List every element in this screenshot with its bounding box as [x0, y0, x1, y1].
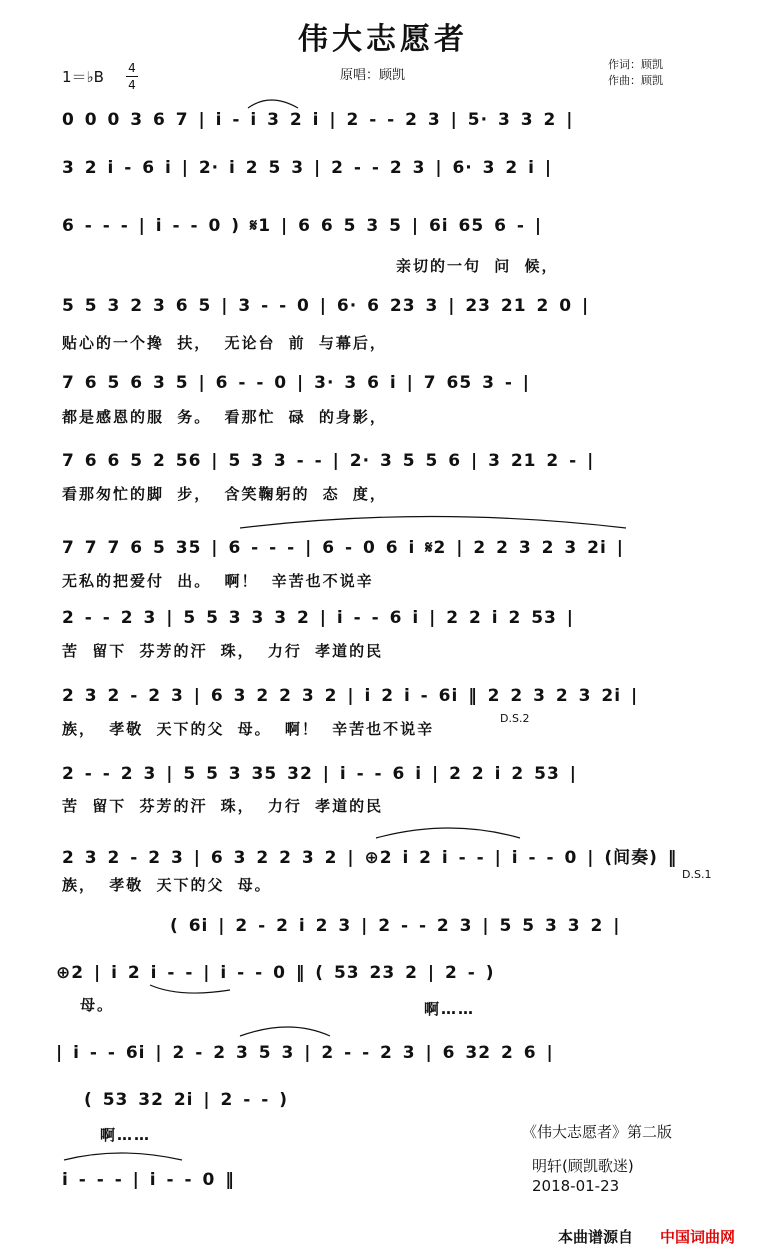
original-singer: 原唱：顾凯 — [340, 68, 406, 83]
tie-arc — [248, 100, 298, 108]
staff-line-15: ( 53 32 2i | 2 - - ) — [84, 1090, 289, 1110]
lyric-line-12: 啊…… — [100, 1126, 152, 1144]
staff-line-9: 2 3 2 - 2 3 | 6 3 2 2 3 2 | i 2 i - 6i ‖ 2 2 3 2 3 2i | — [62, 686, 639, 706]
lyric-line-4: 看那匆忙的脚 步， 含笑鞠躬的 态 度， — [62, 485, 387, 503]
transcribe-date: 2018-01-23 — [532, 1177, 620, 1195]
time-signature — [126, 60, 138, 93]
staff-line-12: ( 6i | 2 - 2 i 2 3 | 2 - - 2 3 | 5 5 3 3 2 | — [170, 916, 621, 936]
edition-note: 《伟大志愿者》第二版 — [522, 1123, 673, 1141]
staff-line-7: 7 7 7 6 5 35 | 6 - - - | 6 - 0 6 i 𝄋2 | 2 2 3 2 3 2i | — [62, 538, 624, 558]
staff-line-3: 6 - - - | i - - 0 ) 𝄋1 | 6 6 5 3 5 | 6i 65 6 - | — [62, 216, 543, 236]
lyricist-credit: 作词：顾凯 — [608, 58, 663, 71]
time-bottom: 4 — [126, 76, 138, 93]
lyric-line-2: 贴心的一个搀 扶， 无论台 前 与幕后， — [62, 334, 387, 352]
page-title: 伟大志愿者 — [298, 22, 468, 57]
staff-line-16: i - - - | i - - 0 ‖ — [62, 1170, 235, 1190]
staff-line-5: 7 6 5 6 3 5 | 6 - - 0 | 3· 3 6 i | 7 65 3 - | — [62, 373, 531, 393]
tie-arc — [240, 517, 626, 529]
tie-arc — [240, 1027, 330, 1036]
lyric-line-8: 苦 留下 芬芳的汗 珠， 力行 孝道的民 — [62, 797, 384, 815]
tie-arc — [376, 828, 520, 838]
staff-line-10: 2 - - 2 3 | 5 5 3 35 32 | i - - 6 i | 2 2 i 2 53 | — [62, 764, 577, 784]
staff-line-6: 7 6 6 5 2 56 | 5 3 3 - - | 2· 3 5 5 6 | 3 21 2 - | — [62, 451, 595, 471]
tie-arc — [64, 1153, 182, 1160]
ds1-mark: D.S.1 — [682, 868, 712, 881]
staff-line-11: 2 3 2 - 2 3 | 6 3 2 2 3 2 | ⊕2 i 2 i - - | i - - 0 | (间奏) ‖ — [62, 848, 678, 868]
staff-line-8: 2 - - 2 3 | 5 5 3 3 3 2 | i - - 6 i | 2 2 i 2 53 | — [62, 608, 575, 628]
transcriber-name: 明轩(顾凯歌迷) — [532, 1157, 634, 1175]
lyric-line-3: 都是感恩的服 务。 看那忙 碌 的身影， — [62, 408, 387, 426]
lyric-line-10: 母。 — [80, 996, 115, 1014]
lyric-line-11: 啊…… — [424, 1000, 476, 1018]
ds2-mark: D.S.2 — [500, 712, 530, 725]
lyric-line-6: 苦 留下 芬芳的汗 珠， 力行 孝道的民 — [62, 642, 384, 660]
lyric-line-1: 亲切的一句 问 候， — [396, 257, 559, 275]
key-signature: 1＝♭B — [62, 68, 104, 86]
composer-credit: 作曲：顾凯 — [608, 74, 663, 87]
tie-arc — [150, 985, 230, 993]
staff-line-14: | i - - 6i | 2 - 2 3 5 3 | 2 - - 2 3 | 6 32 2 6 | — [56, 1043, 554, 1063]
lyric-line-5: 无私的把爱付 出。 啊！ 辛苦也不说辛 — [62, 572, 374, 590]
staff-line-13: ⊕2 | i 2 i - - | i - - 0 ‖ ( 53 23 2 | 2 - ) — [56, 963, 495, 983]
source-site[interactable]: 中国词曲网 — [660, 1228, 736, 1246]
source-label: 本曲谱源自 — [558, 1228, 634, 1246]
staff-line-2: 3 2 i - 6 i | 2· i 2 5 3 | 2 - - 2 3 | 6· 3 2 i | — [62, 158, 553, 178]
lyric-line-9: 族， 孝敬 天下的父 母。 — [62, 876, 272, 894]
time-top: 4 — [128, 61, 136, 75]
staff-line-1: 0 0 0 3 6 7 | i - i 3 2 i | 2 - - 2 3 | 5· 3 3 2 | — [62, 110, 574, 130]
staff-line-4: 5 5 3 2 3 6 5 | 3 - - 0 | 6· 6 23 3 | 23 21 2 0 | — [62, 296, 590, 316]
lyric-line-7: 族， 孝敬 天下的父 母。 啊！ 辛苦也不说辛 — [62, 720, 435, 738]
